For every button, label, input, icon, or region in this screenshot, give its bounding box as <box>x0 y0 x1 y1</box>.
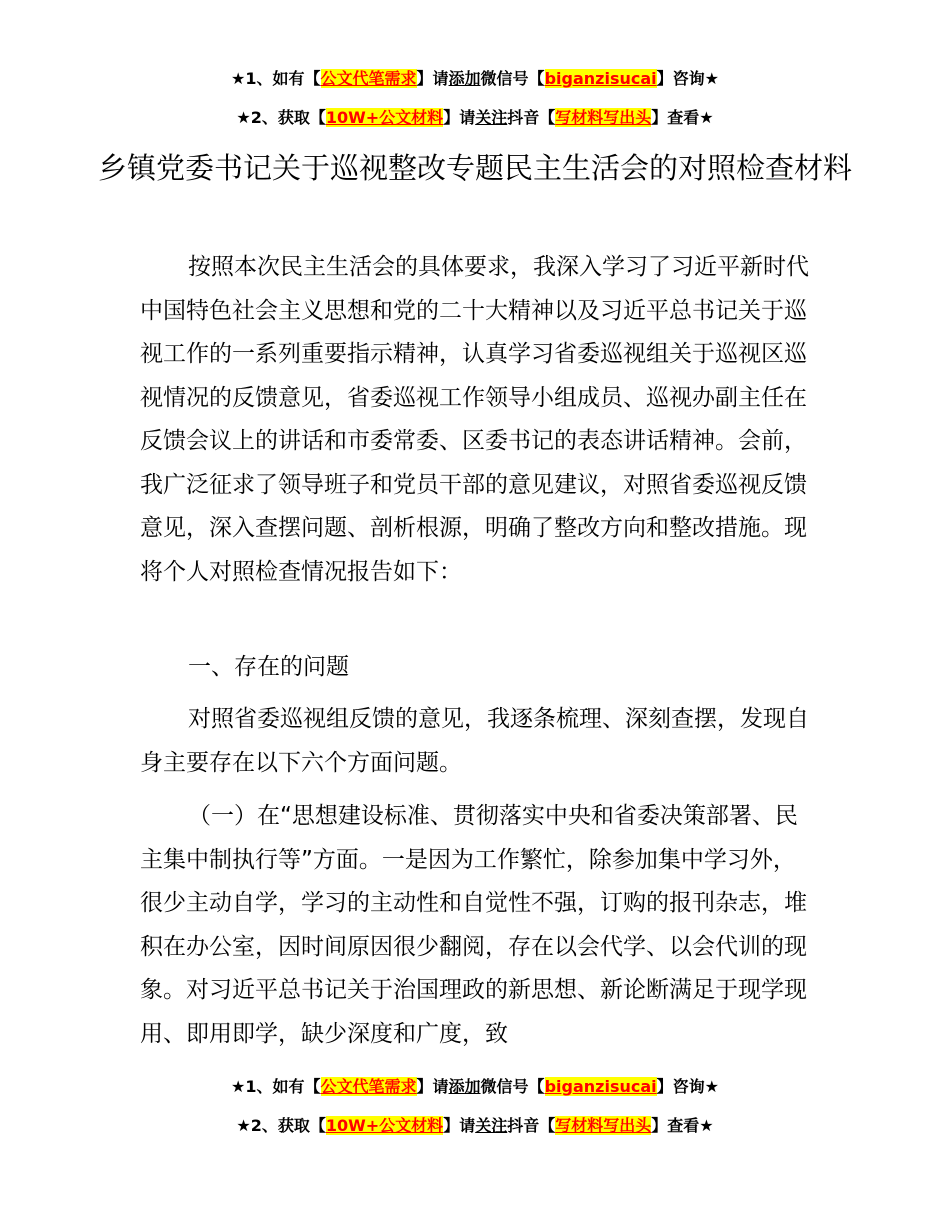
promo-suffix: 】查看★ <box>651 1116 714 1135</box>
section-paragraph: 对照省委巡视组反馈的意见，我逐条梳理、深刻查摆，发现自身主要存在以下六个方面问题。 <box>140 706 809 776</box>
promo-suffix: 】查看★ <box>651 108 714 127</box>
header-promo-line-1 <box>0 68 950 90</box>
promo-text: 】请 <box>443 108 476 127</box>
promo-prefix: ★1、如有【 <box>231 1077 321 1096</box>
promo-highlight-douyin: 写材料写出头 <box>555 1116 652 1135</box>
promo-highlight-materials: 10W+公文材料 <box>325 108 444 127</box>
header-promo-line-2 <box>0 107 950 129</box>
promo-prefix: ★1、如有【 <box>231 69 321 88</box>
footer-promo-line-1 <box>0 1076 950 1098</box>
promo-highlight-materials: 10W+公文材料 <box>325 1116 444 1135</box>
document-title: 乡镇党委书记关于巡视整改专题民主生活会的对照检查材料 <box>97 151 852 185</box>
promo-text: 微信号【 <box>480 69 545 88</box>
item-paragraph: （一）在“思想建设标准、贯彻落实中央和省委决策部署、民主集中制执行等”方面。一是因为工作繁忙，除参加集中学习外，很少主动自学，学习的主动性和自觉性不强，订购的报刊杂志，堆积在办公室，因时间原因很少翻阅，存在以会代学、以会代训的现象。对习近平总书记关于治国理政的新思想、新论断满足于现学现用、即用即学，缺少深度和广度，致 <box>140 803 807 1047</box>
promo-prefix: ★2、获取【 <box>236 108 326 127</box>
promo-prefix: ★2、获取【 <box>236 1116 326 1135</box>
promo-text: 】请 <box>443 1116 476 1135</box>
promo-emphasis: 关注 <box>475 108 508 127</box>
promo-emphasis: 添加 <box>448 1077 481 1096</box>
promo-highlight-douyin: 写材料写出头 <box>555 108 652 127</box>
promo-text: 】请 <box>416 69 449 88</box>
promo-text: 微信号【 <box>480 1077 545 1096</box>
promo-emphasis: 添加 <box>448 69 481 88</box>
promo-emphasis: 关注 <box>475 1116 508 1135</box>
promo-text: 抖音【 <box>507 1116 556 1135</box>
footer-promo-line-2 <box>0 1115 950 1137</box>
promo-text: 抖音【 <box>507 108 556 127</box>
promo-suffix: 】咨询★ <box>656 1077 719 1096</box>
promo-highlight-service: 公文代笔需求 <box>320 1077 417 1096</box>
promo-text: 】请 <box>416 1077 449 1096</box>
promo-highlight-wechat-id: biganzisucai <box>544 69 657 88</box>
section-heading: 一、存在的问题 <box>188 654 349 680</box>
promo-suffix: 】咨询★ <box>656 69 719 88</box>
promo-highlight-wechat-id: biganzisucai <box>544 1077 657 1096</box>
promo-highlight-service: 公文代笔需求 <box>320 69 417 88</box>
intro-paragraph: 按照本次民主生活会的具体要求，我深入学习了习近平新时代中国特色社会主义思想和党的二十大精神以及习近平总书记关于巡视工作的一系列重要指示精神，认真学习省委巡视组关于巡视区巡视情况的反馈意见，省委巡视工作领导小组成员、巡视办副主任在反馈会议上的讲话和市委常委、区委书记的表态讲话精神。会前，我广泛征求了领导班子和党员干部的意见建议，对照省委巡视反馈意见，深入查摆问题、剖析根源，明确了整改方向和整改措施。现将个人对照检查情况报告如下： <box>140 254 809 585</box>
